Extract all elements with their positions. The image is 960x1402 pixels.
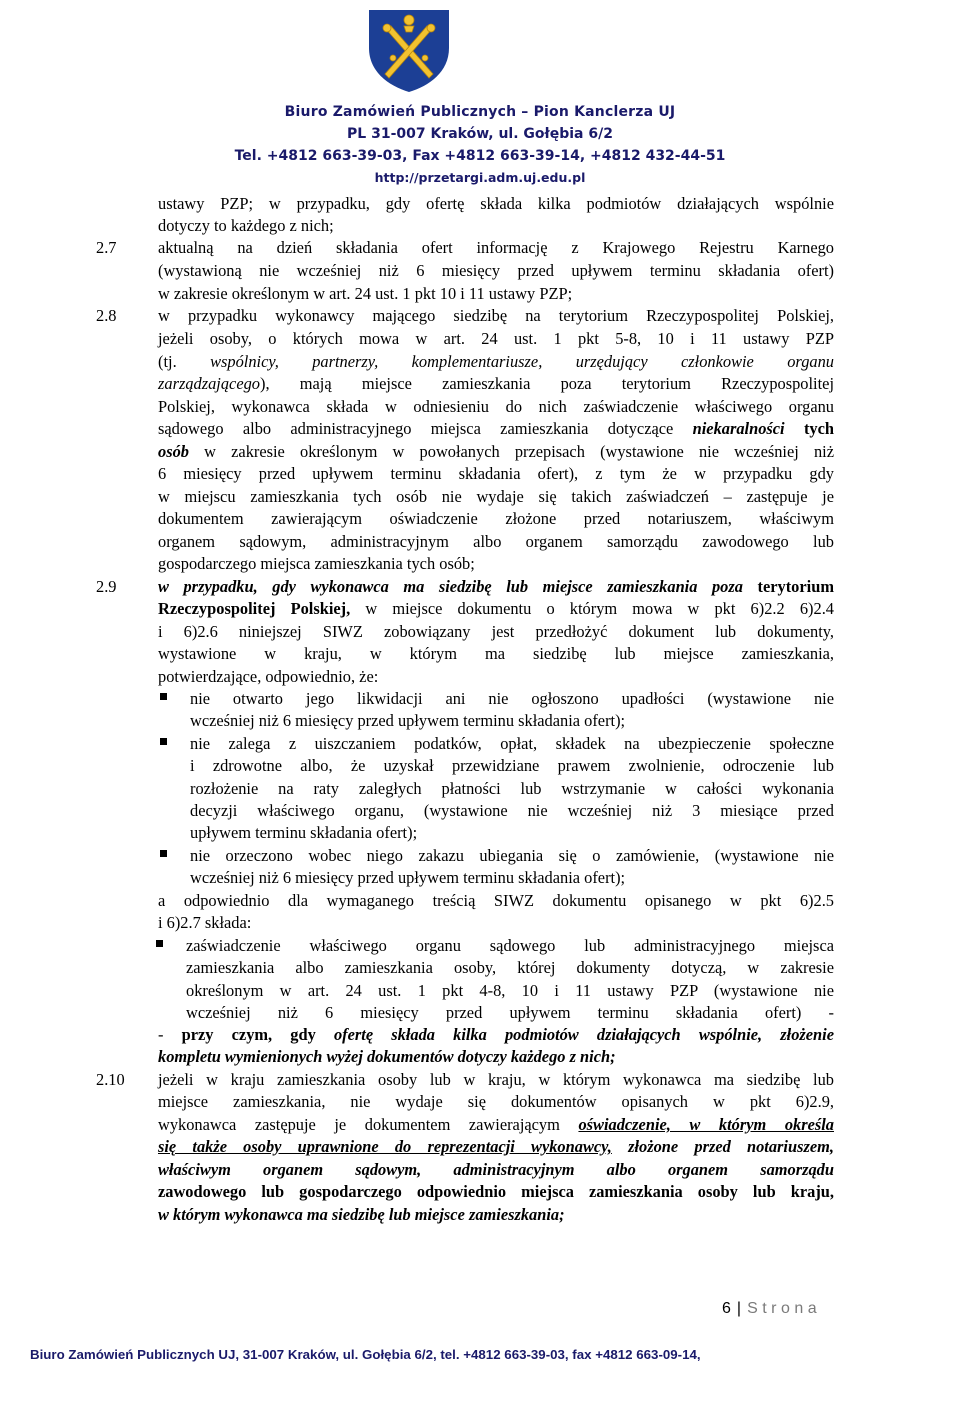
body-line	[158, 1024, 834, 1045]
body-line	[158, 576, 834, 597]
body-text-bold-italic: osób	[158, 442, 189, 461]
bullet-line: nie otwarto jego likwidacji ani nie ogłoszono upadłości (wystawione nie	[190, 689, 834, 708]
bullet-line: określonym w art. 24 ust. 1 pkt 4-8, 10 i 11 ustawy PZP (wystawione nie	[186, 981, 834, 1000]
page-number-value: 6	[722, 1300, 731, 1317]
item-number-2-9: 2.9	[96, 577, 117, 596]
bullet-line: wcześniej niż 6 miesięcy przed upływem terminu składania ofert);	[190, 868, 626, 887]
body-text-bold-italic: ofertę składa kilka podmiotów działających wspólnie, złożenie	[333, 1025, 834, 1044]
body-text: ), mają miejsce zamieszkania poza terytorium Rzeczypospolitej	[260, 374, 834, 393]
body-line: właściwym organem sądowym, administracyjnym albo organem samorządu	[158, 1160, 834, 1179]
body-line: (wystawioną nie wcześniej niż 6 miesięcy przed upływem terminu składania ofert)	[158, 261, 834, 280]
body-line: w zakresie określonym w art. 24 ust. 1 pkt 10 i 11 ustawy PZP;	[158, 284, 573, 303]
bullet-line: nie zalega z uiszczaniem podatków, opłat, składek na ubezpieczenie społeczne	[190, 734, 834, 753]
body-text: w miejsce dokumentu o którym mowa w pkt 6)2.2 6)2.4	[365, 599, 834, 618]
body-line: jeżeli osoby, o których mowa w art. 24 ust. 1 pkt 5-8, 10 i 11 ustawy PZP	[158, 329, 834, 348]
body-text: (tj.	[158, 352, 177, 371]
body-line: dokumentem zawierającym oświadczenie złożone przed notariuszem, właściwym	[158, 509, 834, 528]
body-line: zawodowego lub gospodarczego odpowiednio miejsca zamieszkania osoby lub kraju,	[158, 1182, 834, 1201]
bullet-line: nie orzeczono wobec niego zakazu ubiegania się o zamówienie, (wystawione nie	[190, 846, 834, 865]
body-line: 6 miesięcy przed upływem terminu składania ofert), z tym że w przypadku gdy	[158, 464, 834, 483]
header-address: PL 31-007 Kraków, ul. Gołębia 6/2	[347, 126, 613, 142]
body-line: aktualną na dzień składania ofert informację z Krajowego Rejestru Karnego	[158, 238, 834, 257]
bullet-line: rozłożenie na raty zaległych płatności lub wstrzymanie w całości wykonania	[190, 779, 834, 798]
bullet-line: wcześniej niż 6 miesięcy przed upływem terminu składania ofert) -	[186, 1003, 834, 1022]
body-line: dotyczy to każdego z nich;	[158, 216, 334, 235]
body-line: organem sądowym, administracyjnym albo organem samorządu zawodowego lub	[158, 532, 834, 551]
page-number-separator: |	[736, 1300, 742, 1317]
body-line: potwierdzające, odpowiednio, że:	[158, 667, 379, 686]
body-line: w przypadku wykonawcy mającego siedzibę na terytorium Rzeczypospolitej Polskiej,	[158, 306, 834, 325]
body-text-italic: wspólnicy, partnerzy, komplementariusze, urzędujący członkowie organu	[210, 352, 834, 371]
header-url[interactable]: http://przetargi.adm.uj.edu.pl	[374, 170, 586, 185]
body-text: wykonawca zastępuje je dokumentem zawierającym	[158, 1115, 560, 1134]
page-number	[722, 1300, 821, 1318]
body-text: -	[158, 1025, 182, 1044]
body-line: kompletu wymienionych wyżej dokumentów dotyczy każdego z nich;	[158, 1047, 616, 1066]
body-text-bold: terytorium	[757, 577, 834, 596]
page-footer: Biuro Zamówień Publicznych UJ, 31-007 Kraków, ul. Gołębia 6/2, tel. +4812 663-39-03, fax +4812 663-09-14,	[30, 1347, 701, 1362]
body-line: i 6)2.6 niniejszej SIWZ zobowiązany jest przedłożyć dokument lub dokumenty,	[158, 622, 834, 641]
item-number-2-10: 2.10	[96, 1070, 125, 1089]
body-text-bold: tych	[803, 419, 834, 438]
page-label: Strona	[747, 1300, 822, 1317]
body-line	[158, 418, 834, 439]
body-line	[158, 598, 834, 619]
item-number-2-7: 2.7	[96, 238, 117, 257]
body-line	[158, 373, 834, 394]
body-text-bold-italic-underline: się także osoby uprawnione do reprezentacji wykonawcy,	[158, 1137, 612, 1156]
bullet-line: upływem terminu składania ofert);	[190, 823, 418, 842]
bullet-line: zamieszkania albo zamieszkania osoby, której dokumenty dotyczą, w zakresie	[186, 958, 834, 977]
header-office-name: Biuro Zamówień Publicznych – Pion Kanclerza UJ	[284, 104, 676, 120]
body-text: sądowego albo administracyjnego miejsca zamieszkania dotyczące	[158, 419, 674, 438]
body-line: w miejscu zamieszkania tych osób nie wydaje się takich zaświadczeń – zastępuje je	[158, 487, 834, 506]
bullet-line: zaświadczenie właściwego organu sądowego lub administracyjnego miejsca	[186, 936, 834, 955]
body-line: i 6)2.7 składa:	[158, 913, 252, 932]
body-line	[158, 351, 834, 372]
bullet-line: decyzji właściwego organu, (wystawione nie wcześniej niż 3 miesiące przed	[190, 801, 834, 820]
body-line: gospodarczego miejsca zamieszkania tych osób;	[158, 554, 475, 573]
bullet-square-icon	[160, 850, 167, 857]
body-line	[158, 441, 834, 462]
body-line: miejsce zamieszkania, nie wydaje się dokumentów opisanych w pkt 6)2.9,	[158, 1092, 834, 1111]
item-number-2-8: 2.8	[96, 306, 117, 325]
bullet-square-icon	[156, 940, 163, 947]
body-text-bold-italic: w przypadku, gdy wykonawca ma siedzibę lub miejsce zamieszkania poza	[158, 577, 743, 596]
body-text-bold-italic: niekaralności	[692, 419, 785, 438]
header-phones: Tel. +4812 663-39-03, Fax +4812 663-39-14, +4812 432-44-51	[234, 148, 726, 164]
body-line: wystawione w kraju, w którym ma siedzibę lub miejsce zamieszkania,	[158, 644, 834, 663]
body-text-bold-italic-underline: oświadczenie, w którym określa	[578, 1115, 834, 1134]
body-line: Polskiej, wykonawca składa w odniesieniu do nich zaświadczenie właściwego organu	[158, 397, 834, 416]
body-line	[158, 1136, 834, 1157]
body-text-bold: przy czym, gdy	[181, 1025, 316, 1044]
bullet-square-icon	[160, 738, 167, 745]
body-line	[158, 1114, 834, 1135]
bullet-square-icon	[160, 693, 167, 700]
body-line: a odpowiednio dla wymaganego treścią SIWZ dokumentu opisanego w pkt 6)2.5	[158, 891, 834, 910]
bullet-line: i zdrowotne albo, że uzyskał przewidziane prawem zwolnienie, odroczenie lub	[190, 756, 834, 775]
university-crest-logo	[363, 2, 455, 94]
body-text: w zakresie określonym w powołanych przepisach (wystawione nie wcześniej niż	[204, 442, 834, 461]
body-line: w którym wykonawca ma siedzibę lub miejsce zamieszkania;	[158, 1205, 565, 1224]
body-text-bold-italic: złożone przed notariuszem,	[628, 1137, 834, 1156]
body-text-bold: Rzeczypospolitej Polskiej,	[158, 599, 351, 618]
bullet-line: wcześniej niż 6 miesięcy przed upływem terminu składania ofert);	[190, 711, 626, 730]
body-line: jeżeli w kraju zamieszkania osoby lub w kraju, w którym wykonawca ma siedzibę lub	[158, 1070, 834, 1089]
body-text-italic: zarządzającego	[158, 374, 260, 393]
body-line: ustawy PZP; w przypadku, gdy ofertę składa kilka podmiotów działających wspólnie	[158, 194, 834, 213]
